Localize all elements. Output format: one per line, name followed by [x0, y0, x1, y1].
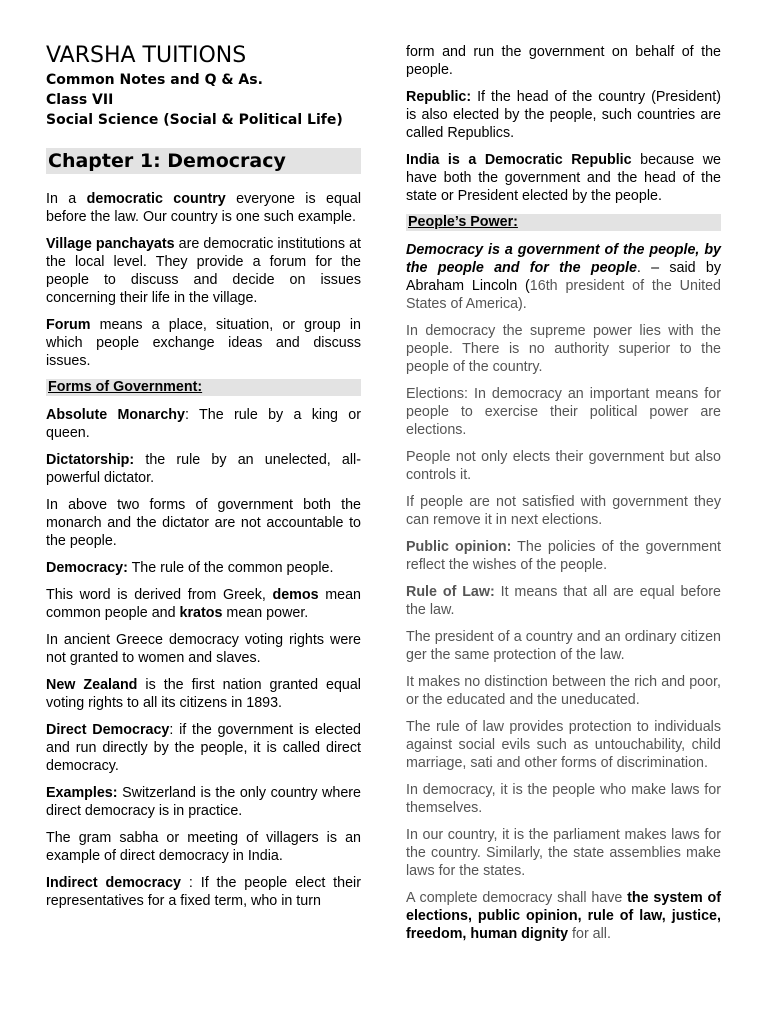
- text-grey: 16th president of the United States of America).: [406, 278, 721, 312]
- paragraph-elections: Elections: In democracy an important means for people to exercise their political power are elections.: [406, 386, 721, 438]
- section-heading-peoples-power: People’s Power:: [406, 214, 721, 231]
- subtitle-notes: Common Notes and Q & As.: [46, 72, 263, 88]
- text: This word is derived from Greek,: [46, 587, 273, 603]
- text: The policies of the government reflect the wishes of the people.: [406, 539, 722, 573]
- text: If the head of the country (President) is also elected by the people, such countries are called Republics.: [406, 89, 721, 141]
- bold-term: Republic:: [406, 89, 472, 105]
- bold-term: Direct Democracy: [46, 722, 170, 738]
- text: The rule of the common people.: [127, 560, 334, 576]
- paragraph-direct-democracy: [46, 721, 361, 775]
- paragraph-remove-government: If people are not satisfied with government they can remove it in next elections.: [406, 494, 721, 528]
- paragraph-republic: [406, 88, 721, 142]
- section-heading-forms: Forms of Government:: [46, 379, 361, 396]
- paragraph-controls-government: People not only elects their government but also controls it.: [406, 449, 721, 483]
- paragraph-village-panchayats: [46, 235, 361, 307]
- paragraph-people-make-laws: In democracy, it is the people who make laws for themselves.: [406, 782, 721, 816]
- text: : If the people elect their representatives for a fixed term, who in turn: [46, 875, 361, 909]
- text: Switzerland is the only country where direct democracy is in practice.: [46, 785, 361, 819]
- bold-term: Democracy:: [46, 560, 128, 576]
- bold-term: democratic country: [86, 191, 226, 207]
- paragraph-ancient-greece: In ancient Greece democracy voting rights were not granted to women and slaves.: [46, 632, 361, 666]
- bold-term: Indirect democracy: [46, 875, 182, 891]
- paragraph-indirect-democracy: [46, 874, 361, 910]
- paragraph-equal-protection: The president of a country and an ordinary citizen ger the same protection of the law.: [406, 629, 721, 663]
- bold-term: Dictatorship:: [46, 452, 135, 468]
- bold-term: Forum: [46, 317, 91, 333]
- bold-term: Examples:: [46, 785, 118, 801]
- bold-term: Rule of Law:: [406, 584, 495, 600]
- brand-title: VARSHA TUITIONS: [46, 43, 247, 68]
- text: mean power.: [222, 605, 309, 621]
- bold-term: Absolute Monarchy: [46, 407, 185, 423]
- text: because we have both the government and the head of the state or President elected by the people.: [406, 152, 721, 204]
- paragraph-continuation: form and run the government on behalf of the people.: [406, 44, 721, 78]
- text: . – said by Abraham Lincoln (: [406, 260, 722, 294]
- paragraph-forum: [46, 316, 361, 370]
- bold-term: Village panchayats: [46, 236, 175, 252]
- quote-text: Democracy is a government of the people, by the people and for the people: [406, 242, 721, 276]
- left-column: [46, 42, 361, 919]
- paragraph-not-accountable: In above two forms of government both the monarch and the dictator are not accountable to the people.: [46, 497, 361, 549]
- subtitle-class: Class VII: [46, 92, 114, 108]
- bold-term: demos: [272, 587, 319, 603]
- paragraph-new-zealand: [46, 676, 361, 712]
- bold-term: India is a Democratic Republic: [406, 152, 632, 168]
- paragraph-no-distinction: It makes no distinction between the rich and poor, or the educated and the uneducated.: [406, 674, 721, 708]
- text: means a place, situation, or group in which people exchange ideas and discuss issues.: [46, 317, 361, 369]
- text: is the first nation granted equal voting rights to all its citizens in 1893.: [46, 677, 361, 711]
- paragraph-greek-origin: [46, 586, 361, 622]
- paragraph-absolute-monarchy: [46, 406, 361, 442]
- paragraph-democracy: [46, 559, 361, 577]
- text: A complete democracy shall have: [406, 890, 628, 906]
- chapter-title: Chapter 1: Democracy: [46, 148, 361, 174]
- paragraph-parliament: In our country, it is the parliament makes laws for the country. Similarly, the state assemblies make laws for the states.: [406, 827, 721, 879]
- paragraph-complete-democracy: [406, 889, 721, 943]
- paragraph-gram-sabha: The gram sabha or meeting of villagers is an example of direct democracy in India.: [46, 830, 361, 864]
- paragraph-protection-social-evils: The rule of law provides protection to individuals against social evils such as untouchability, child marriage, sati and other forms of discrimination.: [406, 719, 721, 771]
- paragraph-dictatorship: [46, 451, 361, 487]
- paragraph-public-opinion: [406, 538, 721, 574]
- text: everyone is equal before the law. Our country is one such example.: [46, 191, 361, 225]
- paragraph-lincoln-quote: [406, 241, 721, 313]
- text: It means that all are equal before the law.: [406, 584, 721, 618]
- text: : if the government is elected and run directly by the people, it is called direct democracy.: [46, 722, 361, 774]
- bold-term: the system of elections, public opinion, rule of law, justice, freedom, human dignity: [406, 890, 721, 942]
- bold-term: New Zealand: [46, 677, 138, 693]
- text: : The rule by a king or queen.: [46, 407, 361, 441]
- bold-term: kratos: [179, 605, 223, 621]
- paragraph-rule-of-law: [406, 583, 721, 619]
- subtitle-subject: Social Science (Social & Political Life): [46, 112, 343, 128]
- text: the rule by an unelected, all-powerful dictator.: [46, 452, 361, 486]
- text: mean common people and: [46, 587, 361, 621]
- right-column: [406, 43, 721, 952]
- paragraph-examples: [46, 784, 361, 820]
- paragraph-democratic-country: [46, 190, 361, 226]
- text: are democratic institutions at the local level. They provide a forum for the people to discuss and decide on issues concerning their life in the village.: [46, 236, 361, 306]
- paragraph-india-republic: [406, 151, 721, 205]
- text: for all.: [568, 926, 611, 942]
- bold-term: Public opinion:: [406, 539, 512, 555]
- text: In a: [46, 191, 87, 207]
- paragraph-supreme-power: In democracy the supreme power lies with the people. There is no authority superior to the people of the country.: [406, 323, 721, 375]
